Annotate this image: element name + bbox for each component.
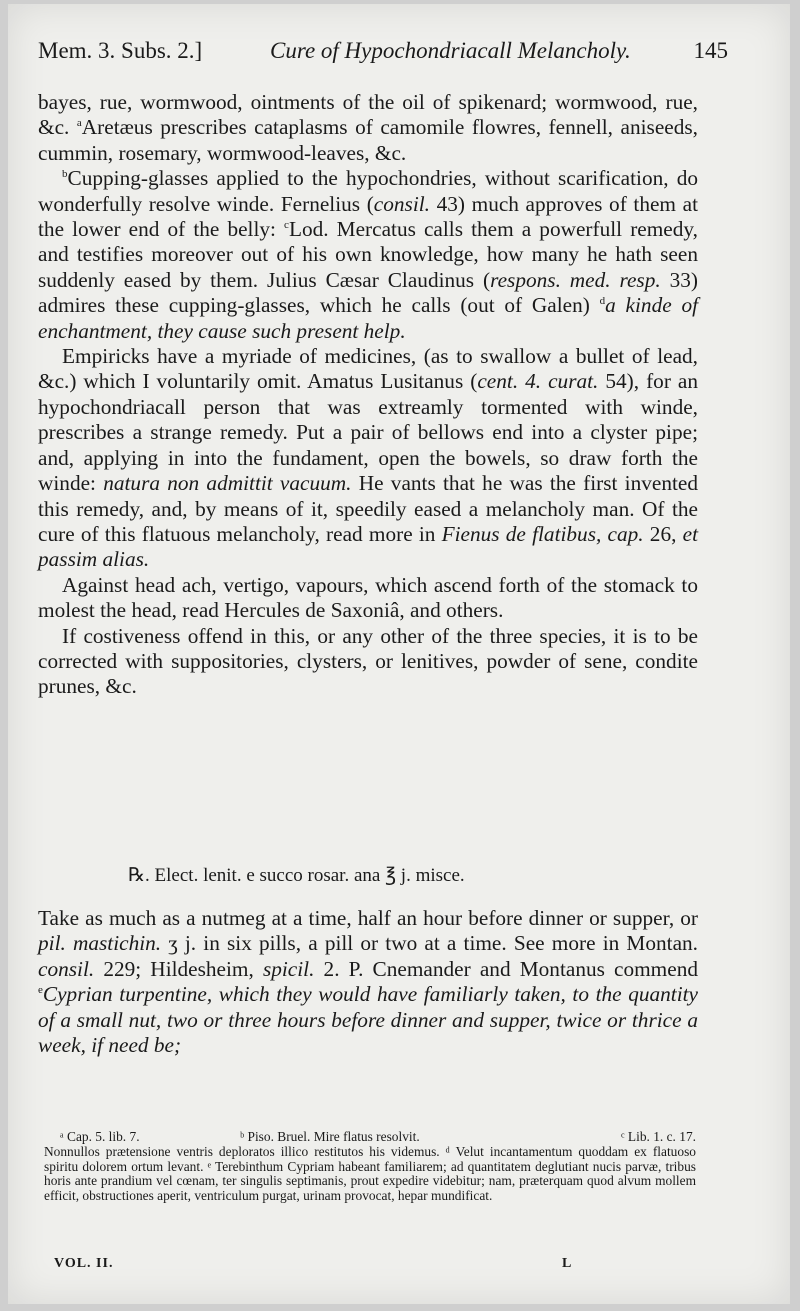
page-number: 145 <box>693 38 728 63</box>
recipe-line: ℞. Elect. lenit. e succo rosar. ana ℥ j. misce. <box>128 865 465 886</box>
footnote-c: ᶜ Lib. 1. c. 17. <box>621 1129 696 1144</box>
continuation-text <box>38 906 698 1058</box>
book-page <box>8 4 790 1304</box>
page-footer <box>54 1256 674 1276</box>
paragraph-5: If costiveness offend in this, or any other of the three species, it is to be corrected with suppositories, clysters, or lenitives, powder of sene, condite prunes, &c. <box>38 623 698 699</box>
paragraph-4: Against head ach, vertigo, vapours, which ascend forth of the stomack to molest the head, read Hercules de Saxoniâ, and others. <box>38 572 698 623</box>
running-header <box>38 38 738 74</box>
volume-mark: VOL. II. <box>54 1256 114 1271</box>
footnote-text: Nonnullos prætensione ventris deploratos illico restitutos his videmus. ᵈ Velut incantamentum quoddam ex flatuoso spiritu dolorem ortum levant. ᵉ Terebinthum Cypriam habeant familiarem; ad quantitatem deglutiant nucis parvæ, tribus horis ante prandium vel cœnam, ter singulis septimanis, prout expedire videbitur; nam, præterquam quod alvum mollem efficit, obstructiones aperit, ventriculum purgat, urinam provocat, hepar mundificat. <box>44 1144 696 1203</box>
paragraph-3: Empiricks have a myriade of medicines, (as to swallow a bullet of lead, &c.) which I voluntarily omit. Amatus Lusitanus (cent. 4. curat. 54), for an hypochondriacall person that was extreamly tormented with winde, prescribes a strange remedy. Put a pair of bellows end into a clyster pipe; and, applying in into the fundament, open the bowels, so draw forth the winde: natura non admittit vacuum. He vants that he was the first invented this remedy, and, by means of it, speedily eased a melancholy man. Of the cure of this flatuous melancholy, read more in Fienus de flatibus, cap. 26, et passim alias. <box>38 344 698 572</box>
footnote-row-1 <box>44 1130 696 1145</box>
footnote-a: ᵃ Cap. 5. lib. 7. <box>60 1129 140 1144</box>
main-text <box>38 90 698 700</box>
paragraph-2: $^b$Cupping-glasses applied to the hypochondries, without scarification, do wonderfully resolve winde. Fernelius (consil. 43) much approves of them at the lower end of the belly: $^c$Lod. Mercatus calls them a powerfull remedy, and testifies moreover out of his own knowledge, how many he hath seen suddenly eased by them. Julius Cæsar Claudinus (respons. med. resp. 33) admires these cupping-glasses, which he calls (out of Galen) $^d$a kinde of enchantment, they cause such present help. <box>38 166 699 343</box>
signature-mark: L <box>562 1256 572 1271</box>
paragraph-6: Take as much as a nutmeg at a time, half an hour before dinner or supper, or pil. mastichin. ʒ j. in six pills, a pill or two at a time. See more in Montan. consil. 229; Hildesheim, spicil. 2. P. Cnemander and Montanus commend $^e$Cyprian turpentine, which they would have familiarly taken, to the quantity of a small nut, two or three hours before dinner and supper, twice or thrice a week, if need be; <box>38 906 698 1058</box>
footnote-b: ᵇ Piso. Bruel. Mire flatus resolvit. <box>240 1129 420 1144</box>
running-title: Cure of Hypochondriacall Melancholy. <box>270 38 631 63</box>
footnotes <box>44 1130 696 1203</box>
section-reference: Mem. 3. Subs. 2.] <box>38 38 203 63</box>
paragraph-1: bayes, rue, wormwood, ointments of the oil of spikenard; wormwood, rue, &c. $^a$Aretæus prescribes cataplasms of camomile flowres, fennell, aniseeds, cummin, rosemary, wormwood-leaves, &c. <box>38 90 698 165</box>
